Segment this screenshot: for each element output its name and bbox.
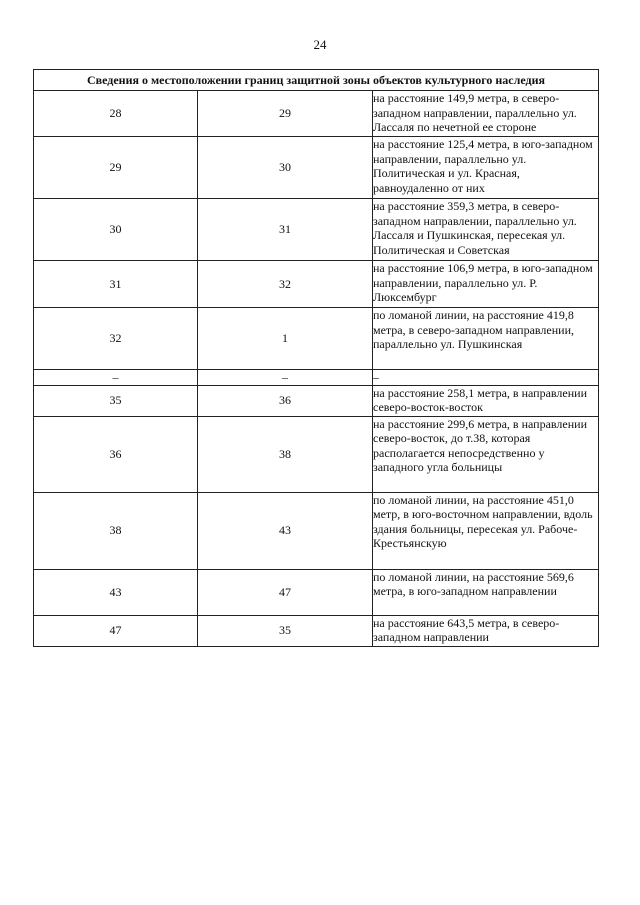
point-to: 36 [198,385,373,416]
point-to: 47 [198,569,373,615]
point-to: 31 [198,199,373,261]
table-row [34,569,599,615]
point-from: 29 [34,137,198,199]
point-to: – [198,370,373,386]
segment-description: на расстояние 299,6 метра, в направлении северо-восток, до т.38, которая располагается непосредственно у западного угла больницы [373,416,599,492]
segment-description: на расстояние 359,3 метра, в северо-западном направлении, параллельно ул. Лассаля и Пушкинская, пересекая ул. Политическая и Советская [373,199,599,261]
segment-description: – [373,370,599,386]
point-from: 38 [34,492,198,569]
point-to: 29 [198,91,373,137]
point-from: 31 [34,261,198,308]
point-from: 30 [34,199,198,261]
point-from: 32 [34,308,198,370]
point-from: 36 [34,416,198,492]
segment-description: на расстояние 125,4 метра, в юго-западном направлении, параллельно ул. Политическая и ул. Красная, равноудаленно от них [373,137,599,199]
table-header: Сведения о местоположении границ защитной зоны объектов культурного наследия [34,70,599,91]
table-row [34,385,599,416]
segment-description: по ломаной линии, на расстояние 451,0 метр, в юго-восточном направлении, вдоль здания больницы, пересекая ул. Рабоче-Крестьянскую [373,492,599,569]
point-from: 43 [34,569,198,615]
table-row [34,91,599,137]
segment-description: на расстояние 258,1 метра, в направлении северо-восток-восток [373,385,599,416]
table-row [34,370,599,386]
boundary-table [33,69,599,647]
segment-description: на расстояние 643,5 метра, в северо-западном направлении [373,615,599,646]
table-row [34,615,599,646]
table-row [34,416,599,492]
point-to: 35 [198,615,373,646]
point-from: 28 [34,91,198,137]
table-row [34,308,599,370]
point-from: – [34,370,198,386]
table-row [34,492,599,569]
segment-description: на расстояние 149,9 метра, в северо-западном направлении, параллельно ул. Лассаля по нечетной ее стороне [373,91,599,137]
table-row [34,199,599,261]
point-to: 38 [198,416,373,492]
point-to: 30 [198,137,373,199]
segment-description: по ломаной линии, на расстояние 419,8 метра, в северо-западном направлении, параллельно ул. Пушкинская [373,308,599,370]
table-row [34,261,599,308]
point-from: 47 [34,615,198,646]
table-row [34,137,599,199]
table-header-row [34,70,599,91]
point-to: 43 [198,492,373,569]
page-number: 24 [313,37,327,52]
point-from: 35 [34,385,198,416]
point-to: 32 [198,261,373,308]
segment-description: на расстояние 106,9 метра, в юго-западном направлении, параллельно ул. Р. Люксембург [373,261,599,308]
point-to: 1 [198,308,373,370]
segment-description: по ломаной линии, на расстояние 569,6 метра, в юго-западном направлении [373,569,599,615]
